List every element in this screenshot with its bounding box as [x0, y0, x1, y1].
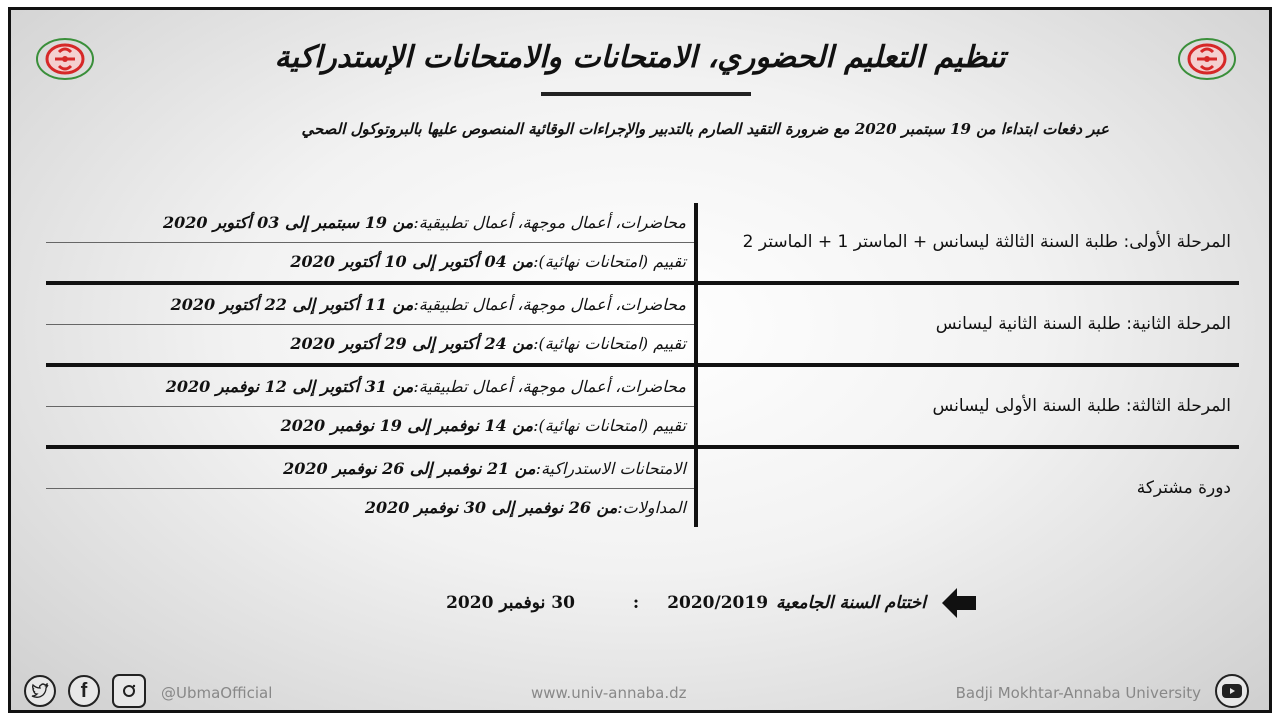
- social-handle[interactable]: @UbmaOfficial: [161, 684, 273, 702]
- instagram-icon[interactable]: [112, 674, 146, 708]
- item-value: من 11 أكتوبر إلى 22 أكتوبر 2020: [170, 294, 414, 314]
- item-label: محاضرات، أعمال موجهة، أعمال تطبيقية:: [413, 294, 686, 314]
- phase-item-lectures: [46, 203, 694, 243]
- item-label: محاضرات، أعمال موجهة، أعمال تطبيقية:: [413, 376, 686, 396]
- closing-date: 30 نوفمبر 2020: [446, 593, 575, 613]
- phase-item-deliberations: [46, 489, 694, 528]
- phase-row-2: [46, 285, 1239, 367]
- twitter-icon[interactable]: [24, 675, 56, 707]
- item-label: الامتحانات الاستدراكية:: [535, 458, 686, 478]
- closing-year: 2020/2019: [667, 593, 769, 613]
- phase-row-1: [46, 203, 1239, 285]
- arrow-left-icon: [942, 588, 976, 618]
- phase-row-4: [46, 449, 1239, 527]
- phase-item-retake-exams: [46, 449, 694, 489]
- subtitle: عبر دفعات ابتداءا من 19 سبتمبر 2020 مع ضرورة التقيد الصارم بالتدبير والإجراءات الوقائية المنصوص عليها بالبروتوكول الصحي: [301, 120, 1109, 138]
- facebook-icon[interactable]: f: [68, 675, 100, 707]
- item-label: تقييم (امتحانات نهائية):: [533, 416, 686, 436]
- item-value: من 14 نوفمبر إلى 19 نوفمبر 2020: [280, 416, 534, 436]
- item-value: من 31 أكتوبر إلى 12 نوفمبر 2020: [165, 376, 414, 396]
- phase-items: [46, 367, 694, 445]
- item-value: من 24 أكتوبر إلى 29 أكتوبر 2020: [290, 334, 534, 354]
- item-value: من 21 نوفمبر إلى 26 نوفمبر 2020: [283, 458, 536, 478]
- phase-items: [46, 449, 694, 527]
- phase-name: المرحلة الثانية: طلبة السنة الثانية ليسانس: [694, 285, 1239, 363]
- item-value: من 04 أكتوبر إلى 10 أكتوبر 2020: [290, 252, 534, 272]
- schedule-table: [46, 203, 1239, 527]
- footer: [11, 670, 1269, 710]
- youtube-icon[interactable]: [1215, 674, 1249, 708]
- phase-items: [46, 285, 694, 363]
- phase-item-exams: [46, 325, 694, 364]
- item-value: من 19 سبتمبر إلى 03 أكتوبر 2020: [163, 212, 414, 232]
- item-label: تقييم (امتحانات نهائية):: [533, 334, 686, 354]
- item-value: من 26 نوفمبر إلى 30 نوفمبر 2020: [364, 498, 618, 518]
- phase-item-lectures: [46, 285, 694, 325]
- page-title: تنظيم التعليم الحضوري، الامتحانات والامتحانات الإستدراكية: [274, 40, 1006, 75]
- closing-label: اختتام السنة الجامعية: [776, 593, 926, 613]
- phase-item-exams: [46, 407, 694, 446]
- university-name: Badji Mokhtar-Annaba University: [955, 684, 1201, 702]
- phase-name: دورة مشتركة: [694, 449, 1239, 527]
- slide: [8, 7, 1272, 713]
- closing-line: [396, 588, 976, 618]
- item-label: المداولات:: [617, 498, 686, 518]
- phase-items: [46, 203, 694, 281]
- phase-item-exams: [46, 243, 694, 282]
- phase-item-lectures: [46, 367, 694, 407]
- phase-name: المرحلة الأولى: طلبة السنة الثالثة ليسانس + الماستر 1 + الماستر 2: [694, 203, 1239, 281]
- website-link[interactable]: www.univ-annaba.dz: [531, 684, 687, 702]
- phase-name: المرحلة الثالثة: طلبة السنة الأولى ليسانس: [694, 367, 1239, 445]
- item-label: تقييم (امتحانات نهائية):: [533, 252, 686, 272]
- item-label: محاضرات، أعمال موجهة، أعمال تطبيقية:: [413, 212, 686, 232]
- title-underline: [541, 92, 751, 96]
- closing-colon: :: [632, 593, 640, 613]
- phase-row-3: [46, 367, 1239, 449]
